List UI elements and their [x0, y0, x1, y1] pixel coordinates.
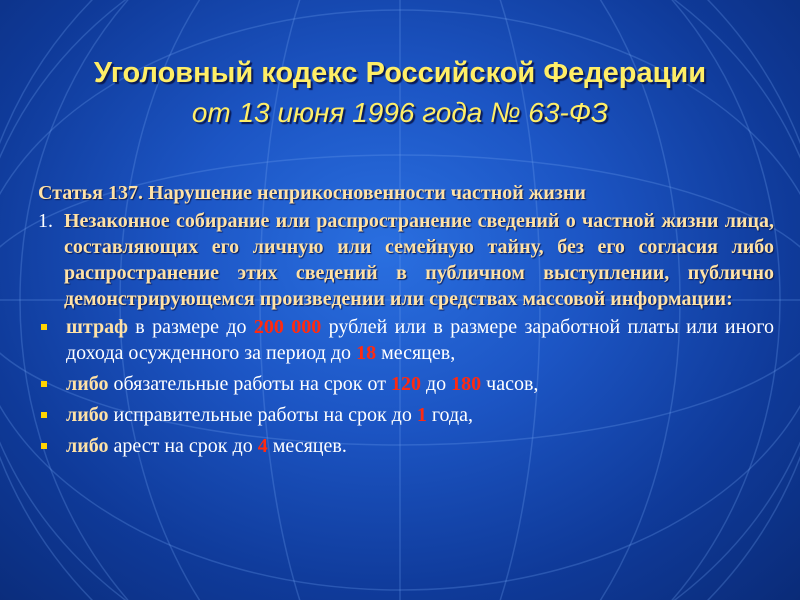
- penalty-keyword: либо: [66, 404, 109, 426]
- slide-subtitle: от 13 июня 1996 года № 63-ФЗ: [191, 97, 609, 128]
- penalty-keyword: штраф: [66, 316, 128, 338]
- penalty-text: до: [420, 373, 452, 395]
- penalty-number: 18: [356, 342, 377, 364]
- penalty-item-mandatory-work: [38, 371, 774, 397]
- article-body: [38, 180, 774, 464]
- penalty-text: арест на срок до: [108, 435, 258, 457]
- penalty-number: 200 000: [253, 316, 322, 338]
- square-bullet-icon: [41, 443, 47, 449]
- penalty-item-arrest: [38, 433, 774, 459]
- penalty-text: обязательные работы на срок от: [108, 373, 391, 395]
- point-text: Незаконное собирание или распространение сведений о частной жизни лица, составляющих его личную или семейную тайну, без его согласия либо распространение этих сведений в публичном выступлении, публично демонстрирующемся произведении или средствах массовой информации:: [64, 210, 774, 310]
- square-bullet-icon: [41, 381, 47, 387]
- square-bullet-icon: [41, 412, 47, 418]
- penalty-number: 1: [416, 404, 427, 426]
- penalty-number: 120: [390, 373, 421, 395]
- penalty-item-fine: [38, 314, 774, 366]
- penalty-item-correctional-work: [38, 402, 774, 428]
- slide-title: Уголовный кодекс Российской Федерации: [93, 57, 707, 89]
- penalty-text: исправительные работы на срок до: [108, 404, 417, 426]
- article-point-1: [38, 208, 774, 312]
- point-number: 1.: [38, 210, 53, 232]
- penalty-number: 4: [257, 435, 268, 457]
- square-bullet-icon: [41, 324, 47, 330]
- penalty-text: рублей или в размере заработной платы или иного дохода осужденного за период до: [66, 316, 774, 364]
- penalty-text: в размере до: [127, 316, 254, 338]
- penalty-keyword: либо: [66, 435, 109, 457]
- penalty-number: 180: [451, 373, 482, 395]
- penalty-text: месяцев,: [376, 342, 456, 364]
- penalty-text: года,: [426, 404, 474, 426]
- penalty-keyword: либо: [66, 373, 109, 395]
- penalty-text: часов,: [481, 373, 539, 395]
- penalty-text: месяцев.: [267, 435, 347, 457]
- article-heading: Статья 137. Нарушение неприкосновенности частной жизни: [38, 182, 586, 204]
